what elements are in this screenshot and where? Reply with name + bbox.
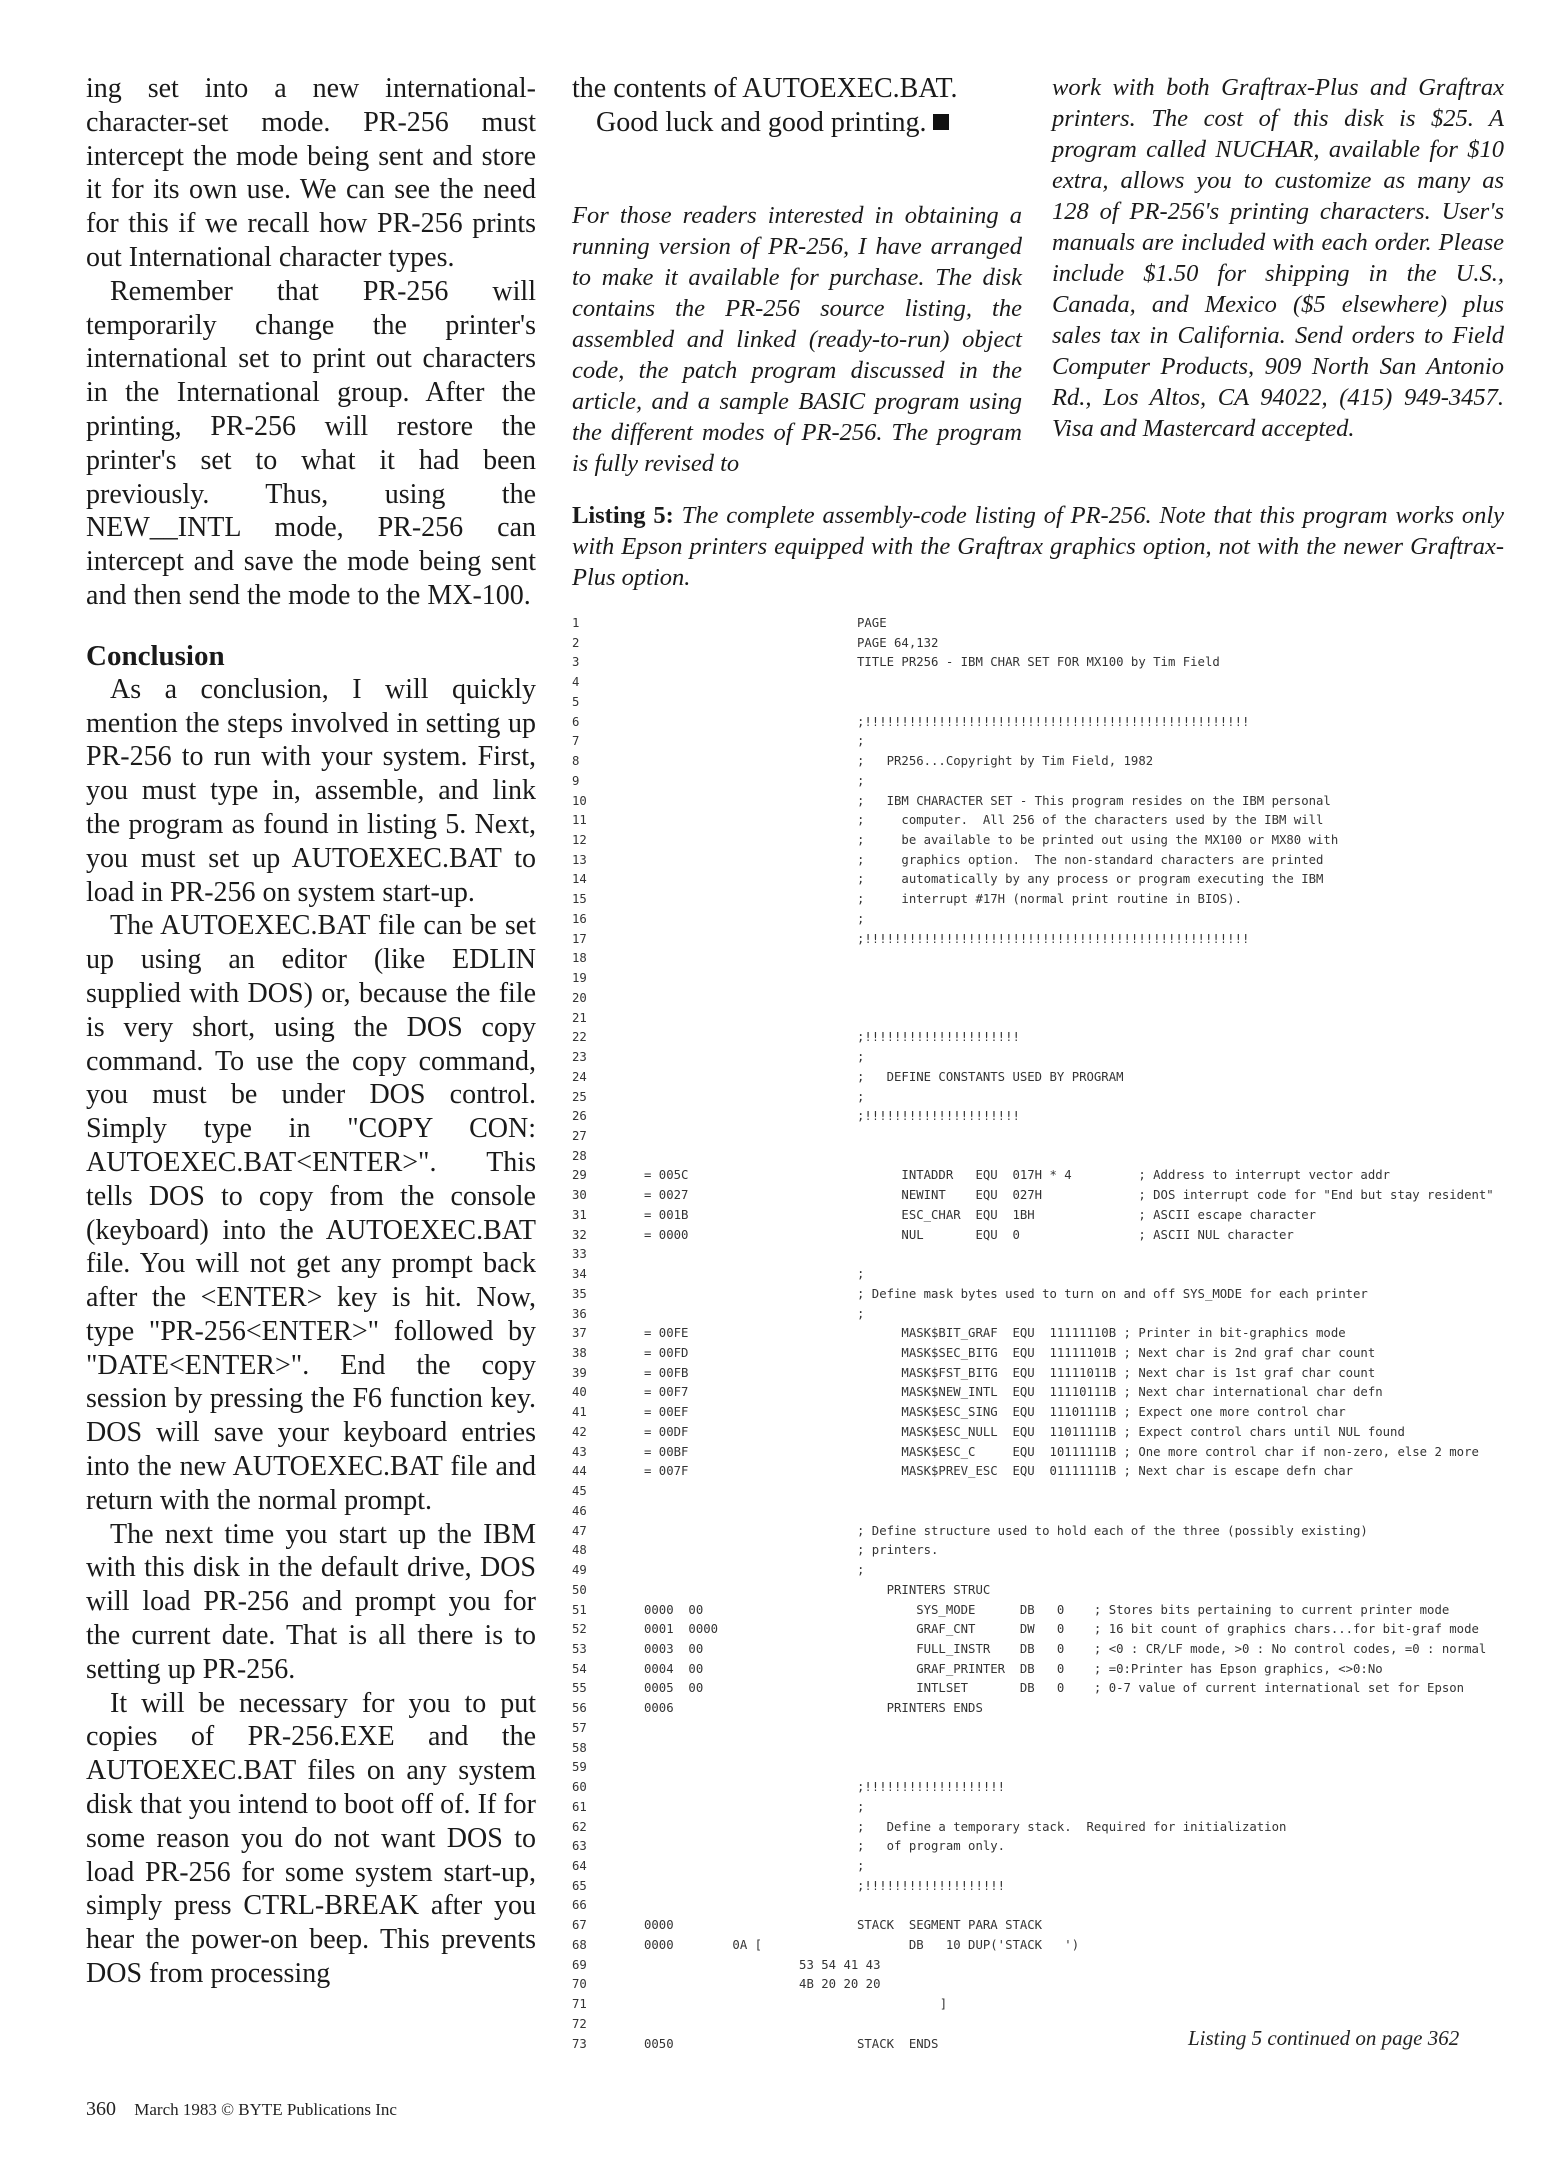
listing-source: ; IBM CHARACTER SET - This program resides on the IBM personal <box>857 793 1331 808</box>
listing-source: ; Define mask bytes used to turn on and off SYS_MODE for each printer <box>857 1286 1368 1301</box>
listing-source: ; Define a temporary stack. Required for initialization <box>857 1819 1287 1834</box>
listing-caption <box>572 500 1504 593</box>
listing-line-number: 71 <box>572 1997 587 2012</box>
listing-line-number: 50 <box>572 1582 587 1597</box>
listing-source: ; be available to be printed out using the MX100 or MX80 with <box>857 833 1339 848</box>
listing-address: = 00BF <box>644 1444 689 1459</box>
listing-source: GRAF_PRINTER DB 0 ; =0:Printer has Epson graphics, <>0:No <box>857 1661 1383 1676</box>
article-column-2 <box>572 72 1022 140</box>
listing-source: STACK ENDS <box>857 2036 939 2051</box>
listing-source: ;!!!!!!!!!!!!!!!!!!!!!!!!!!!!!!!!!!!!!!!!!!!!!!!!!!!! <box>857 714 1250 729</box>
listing-source: ; of program only. <box>857 1839 1006 1854</box>
listing-line-number: 52 <box>572 1622 587 1637</box>
listing-source: ; <box>857 1050 865 1065</box>
listing-source: MASK$NEW_INTL EQU 11110111B ; Next char international char defn <box>857 1385 1383 1400</box>
listing-line-number: 7 <box>572 734 580 749</box>
caption-text: The complete assembly-code listing of PR-256. Note that this program works only with Epson printers equipped with the Graftrax graphics option, not with the newer Graftrax-Plus option. <box>572 502 1505 591</box>
listing-line-number: 70 <box>572 1977 587 1992</box>
listing-line-number: 38 <box>572 1346 587 1360</box>
listing-line-number: 63 <box>572 1839 587 1854</box>
listing-line-number: 9 <box>572 773 580 788</box>
listing-line-number: 22 <box>572 1030 587 1045</box>
listing-line-number: 57 <box>572 1720 587 1735</box>
listing-line-number: 5 <box>572 694 580 709</box>
listing-line-number: 49 <box>572 1563 587 1578</box>
listing-line-number: 21 <box>572 1010 587 1025</box>
listing-line-number: 62 <box>572 1819 587 1834</box>
listing-source: ;!!!!!!!!!!!!!!!!!!!!!!!!!!!!!!!!!!!!!!!!!!!!!!!!!!!! <box>857 931 1250 946</box>
listing-source: ; PR256...Copyright by Tim Field, 1982 <box>857 754 1154 769</box>
listing-source: ; graphics option. The non-standard characters are printed <box>857 852 1324 867</box>
listing-line-number: 46 <box>572 1503 587 1518</box>
listing-line-number: 30 <box>572 1188 587 1203</box>
footer-text: March 1983 © BYTE Publications Inc <box>134 2100 397 2119</box>
listing-line-number: 43 <box>572 1444 587 1459</box>
listing-source: MASK$ESC_C EQU 10111111B ; One more control char if non-zero, else 2 more <box>857 1444 1479 1459</box>
body-paragraph: the contents of AUTOEXEC.BAT. <box>572 73 958 104</box>
listing-line-number: 15 <box>572 892 587 907</box>
listing-line-number: 1 <box>572 616 580 630</box>
listing-line-number: 24 <box>572 1069 587 1084</box>
listing-line-number: 39 <box>572 1365 587 1380</box>
listing-address: = 00FB <box>644 1365 689 1380</box>
body-paragraph: Remember that PR-256 will temporarily change the printer's international set to print out characters in the International group. After the printing, PR-256 will restore the printer's set to what it had been previously. Thus, using the NEW__INTL mode, PR-256 can intercept and save the mode being sent and then send the mode to the MX-100. <box>86 275 536 611</box>
listing-line-number: 34 <box>572 1267 587 1282</box>
listing-source: PRINTERS STRUC <box>857 1582 991 1597</box>
listing-line-number: 68 <box>572 1937 587 1952</box>
listing-line-number: 31 <box>572 1207 587 1222</box>
listing-address: = 00FE <box>644 1326 689 1341</box>
listing-line-number: 2 <box>572 635 580 650</box>
listing-source: ;!!!!!!!!!!!!!!!!!!! <box>857 1878 1006 1893</box>
listing-address: = 0027 <box>644 1188 689 1203</box>
listing-source: DB 10 DUP('STACK ') <box>857 1937 1080 1952</box>
listing-line-number: 32 <box>572 1227 587 1242</box>
listing-source: MASK$ESC_NULL EQU 11011111B ; Expect control chars until NUL found <box>857 1424 1405 1439</box>
listing-source: ; <box>857 1089 865 1104</box>
closing-paragraph <box>572 106 1022 140</box>
body-paragraph: The AUTOEXEC.BAT file can be set up using an editor (like EDLIN supplied with DOS) or, because the file is very short, using the DOS copy command. To use the copy command, you must be under DOS control. Simply type in "COPY CON: AUTOEXEC.BAT<ENTER>". This tells DOS to copy from the console (keyboard) into the AUTOEXEC.BAT file. You will not get any prompt back after the <ENTER> key is hit. Now, type "PR-256<ENTER>" followed by "DATE<ENTER>". End the copy session by pressing the F6 function key. DOS will save your keyboard entries into the new AUTOEXEC.BAT file and return with the normal prompt. <box>86 910 536 1516</box>
listing-line-number: 10 <box>572 793 587 808</box>
listing-source: ; <box>857 1267 865 1282</box>
caption-label: Listing 5: <box>572 502 674 529</box>
listing-address: = 0000 <box>644 1227 689 1242</box>
listing-source: MASK$BIT_GRAF EQU 11111110B ; Printer in bit-graphics mode <box>857 1326 1346 1341</box>
listing-line-number: 17 <box>572 931 587 946</box>
listing-source: ; <box>857 1306 865 1321</box>
listing-source: ; <box>857 1799 865 1814</box>
listing-line-number: 16 <box>572 911 587 926</box>
listing-line-number: 37 <box>572 1326 587 1341</box>
listing-address: = 00EF <box>644 1405 689 1420</box>
listing-line-number: 61 <box>572 1799 587 1814</box>
listing-address: 0005 00 <box>644 1681 704 1696</box>
listing-source: INTLSET DB 0 ; 0-7 value of current international set for Epson <box>857 1681 1465 1696</box>
listing-line-number: 23 <box>572 1050 587 1065</box>
listing-line-number: 18 <box>572 951 587 966</box>
body-paragraph: As a conclusion, I will quickly mention the steps involved in setting up PR-256 to run with your system. First, you must type in, assemble, and link the program as found in listing 5. Next, you must set up AUTOEXEC.BAT to load in PR-256 on system start-up. <box>86 673 536 908</box>
listing-line-number: 53 <box>572 1641 587 1656</box>
listing-line-number: 54 <box>572 1661 587 1676</box>
listing-address: = 00F7 <box>644 1385 689 1400</box>
listing-source: MASK$FST_BITG EQU 11111011B ; Next char is 1st graf char count <box>857 1365 1376 1380</box>
listing-line-number: 6 <box>572 714 580 729</box>
listing-line-number: 66 <box>572 1898 587 1913</box>
listing-address: 0050 <box>644 2036 674 2051</box>
listing-line-number: 27 <box>572 1128 587 1143</box>
listing-object-code: 53 54 41 43 <box>688 1957 881 1972</box>
listing-object-code: ] <box>688 1997 948 2012</box>
article-column-1 <box>86 72 536 1991</box>
listing-address: = 007F <box>644 1464 689 1479</box>
code-listing <box>572 614 1512 2094</box>
listing-source: GRAF_CNT DW 0 ; 16 bit count of graphics chars...for bit-graf mode <box>857 1622 1479 1637</box>
listing-line-number: 73 <box>572 2036 587 2051</box>
listing-address: 0000 <box>644 1937 674 1952</box>
listing-line-number: 4 <box>572 675 580 690</box>
purchase-note-part-1: For those readers interested in obtaining a running version of PR-256, I have arranged to make it available for purchase. The disk contains the PR-256 source listing, the assembled and linked (ready-to-run) object code, the patch program discussed in the article, and a sample BASIC program using the different modes of PR-256. The program is fully revised to <box>572 202 1022 477</box>
listing-line-number: 12 <box>572 833 587 848</box>
listing-address: 0003 00 <box>644 1641 704 1656</box>
body-paragraph: It will be necessary for you to put copies of PR-256.EXE and the AUTOEXEC.BAT files on any system disk that you intend to boot off of. If for some reason you do not want DOS to load PR-256 for some system start-up, simply press CTRL-BREAK after you hear the power-on beep. This prevents DOS from processing <box>86 1687 536 1990</box>
listing-line-number: 59 <box>572 1760 587 1775</box>
listing-source: ;!!!!!!!!!!!!!!!!!!!!! <box>857 1030 1020 1045</box>
listing-source: ; <box>857 1858 865 1873</box>
listing-line-number: 60 <box>572 1780 587 1795</box>
listing-line-number: 28 <box>572 1148 587 1163</box>
listing-source: ; <box>857 911 865 926</box>
listing-source: PAGE 64,132 <box>857 635 939 650</box>
section-heading: Conclusion <box>86 639 225 672</box>
listing-source: ;!!!!!!!!!!!!!!!!!!! <box>857 1780 1006 1795</box>
continuation-note: Listing 5 continued on page 362 <box>1188 2026 1460 2050</box>
listing-line-number: 72 <box>572 2016 587 2031</box>
listing-source: ; <box>857 1563 865 1578</box>
listing-address: = 005C <box>644 1168 689 1183</box>
listing-line-number: 42 <box>572 1424 587 1439</box>
listing-source: STACK SEGMENT PARA STACK <box>857 1918 1043 1933</box>
listing-source: ; DEFINE CONSTANTS USED BY PROGRAM <box>857 1069 1124 1084</box>
listing-source: NUL EQU 0 ; ASCII NUL character <box>857 1227 1294 1242</box>
listing-line-number: 29 <box>572 1168 587 1183</box>
listing-source: SYS_MODE DB 0 ; Stores bits pertaining to current printer mode <box>857 1602 1450 1617</box>
listing-address: 0000 <box>644 1918 674 1933</box>
listing-source: MASK$ESC_SING EQU 11101111B ; Expect one more control char <box>857 1405 1346 1420</box>
listing-source: ; interrupt #17H (normal print routine in BIOS). <box>857 892 1242 907</box>
listing-line-number: 8 <box>572 754 580 769</box>
listing-line-number: 40 <box>572 1385 587 1400</box>
closing-text: Good luck and good printing. <box>596 106 927 138</box>
listing-address: = 00FD <box>644 1346 689 1360</box>
listing-line-number: 55 <box>572 1681 587 1696</box>
listing-object-code: 0A [ <box>688 1937 763 1952</box>
listing-source: ; <box>857 734 865 749</box>
listing-line-number: 33 <box>572 1247 587 1262</box>
listing-source: ; Define structure used to hold each of the three (possibly existing) <box>857 1523 1368 1538</box>
listing-line-number: 45 <box>572 1484 587 1499</box>
listing-line-number: 64 <box>572 1858 587 1873</box>
listing-line-number: 25 <box>572 1089 587 1104</box>
listing-object-code: 4B 20 20 20 <box>688 1977 881 1992</box>
listing-source: PAGE <box>857 616 887 630</box>
listing-line-number: 51 <box>572 1602 587 1617</box>
listing-line-number: 19 <box>572 971 587 986</box>
listing-source: NEWINT EQU 027H ; DOS interrupt code for "End but stay resident" <box>857 1188 1494 1203</box>
page-number: 360 <box>86 2098 116 2120</box>
listing-source: TITLE PR256 - IBM CHAR SET FOR MX100 by Tim Field <box>857 655 1220 670</box>
listing-source: FULL_INSTR DB 0 ; <0 : CR/LF mode, >0 : No control codes, =0 : normal <box>857 1641 1487 1656</box>
listing-line-number: 14 <box>572 872 587 887</box>
listing-line-number: 3 <box>572 655 580 670</box>
end-mark-icon <box>933 114 949 130</box>
listing-line-number: 44 <box>572 1464 587 1479</box>
listing-line-number: 48 <box>572 1543 587 1558</box>
listing-source: ;!!!!!!!!!!!!!!!!!!!!! <box>857 1109 1020 1124</box>
listing-line-number: 36 <box>572 1306 587 1321</box>
listing-source: ; <box>857 773 865 788</box>
listing-source: ESC_CHAR EQU 1BH ; ASCII escape character <box>857 1207 1317 1222</box>
listing-line-number: 20 <box>572 990 587 1005</box>
listing-address: 0004 00 <box>644 1661 704 1676</box>
body-paragraph: The next time you start up the IBM with this disk in the default drive, DOS will load PR-256 and prompt you for the current date. That is all there is to setting up PR-256. <box>86 1518 536 1685</box>
listing-address: 0000 00 <box>644 1602 704 1617</box>
listing-address: = 001B <box>644 1207 689 1222</box>
listing-source: MASK$PREV_ESC EQU 01111111B ; Next char is escape defn char <box>857 1464 1354 1479</box>
listing-line-number: 26 <box>572 1109 587 1124</box>
listing-line-number: 67 <box>572 1918 587 1933</box>
listing-source: MASK$SEC_BITG EQU 11111101B ; Next char is 2nd graf char count <box>857 1346 1376 1360</box>
listing-source: INTADDR EQU 017H * 4 ; Address to interrupt vector addr <box>857 1168 1391 1183</box>
listing-line-number: 35 <box>572 1286 587 1301</box>
listing-address: 0001 0000 <box>644 1622 719 1637</box>
listing-line-number: 11 <box>572 813 587 828</box>
listing-line-number: 41 <box>572 1405 587 1420</box>
body-paragraph: ing set into a new international-character-set mode. PR-256 must intercept the mode being sent and store it for its own use. We can see the need for this if we recall how PR-256 prints out International character types. <box>86 73 536 273</box>
page-footer <box>86 2098 397 2121</box>
listing-source: ; automatically by any process or program executing the IBM <box>857 872 1324 887</box>
listing-line-number: 47 <box>572 1523 587 1538</box>
listing-line-number: 69 <box>572 1957 587 1972</box>
listing-line-number: 13 <box>572 852 587 867</box>
listing-source: ; printers. <box>857 1543 939 1558</box>
listing-line-number: 56 <box>572 1701 587 1716</box>
listing-source: ; computer. All 256 of the characters used by the IBM will <box>857 813 1324 828</box>
listing-address: = 00DF <box>644 1424 689 1439</box>
purchase-note-part-2: work with both Graftrax-Plus and Graftrax printers. The cost of this disk is $25. A program called NUCHAR, available for $10 extra, allows you to customize as many as 128 of PR-256's printing characters. User's manuals are included with each order. Please include $1.50 for shipping in the U.S., Canada, and Mexico ($5 elsewhere) plus sales tax in California. Send orders to Field Computer Products, 909 North San Antonio Rd., Los Altos, CA 94022, (415) 949-3457. Visa and Mastercard accepted. <box>1052 74 1504 442</box>
listing-line-number: 65 <box>572 1878 587 1893</box>
listing-address: 0006 <box>644 1701 674 1716</box>
listing-line-number: 58 <box>572 1740 587 1755</box>
listing-source: PRINTERS ENDS <box>857 1701 983 1716</box>
